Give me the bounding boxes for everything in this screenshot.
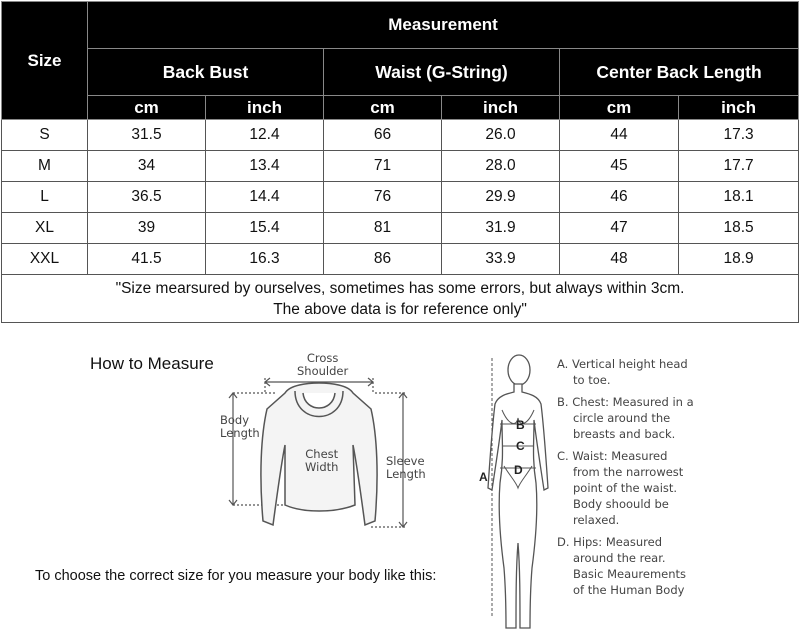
size-cell: XL	[2, 213, 88, 244]
definition-line: C. Waist: Measured	[557, 449, 668, 463]
unit-inch-header: inch	[442, 96, 560, 120]
table-row	[2, 151, 799, 182]
size-cell: M	[2, 151, 88, 182]
size-column-header: Size	[2, 2, 88, 120]
table-cell: 12.4	[206, 120, 324, 151]
table-row	[2, 213, 799, 244]
definition-c	[557, 448, 797, 528]
table-cell: 29.9	[442, 182, 560, 213]
unit-cm-header: cm	[560, 96, 679, 120]
size-cell: L	[2, 182, 88, 213]
cross-shoulder-label-line1: Cross	[306, 351, 339, 365]
definition-line: relaxed.	[573, 513, 620, 527]
table-cell: 71	[324, 151, 442, 182]
center-back-length-header: Center Back Length	[560, 49, 799, 96]
note-line-2: The above data is for reference only"	[273, 300, 527, 318]
chest-width-label	[305, 448, 338, 474]
back-bust-header: Back Bust	[88, 49, 324, 96]
table-cell: 31.5	[88, 120, 206, 151]
cross-shoulder-label	[297, 352, 348, 378]
note-line-1: "Size mearsured by ourselves, sometimes has some errors, but always within 3cm.	[115, 279, 685, 297]
table-cell: 18.1	[679, 182, 799, 213]
body-length-label	[220, 414, 260, 440]
cross-shoulder-label-line2: Shoulder	[297, 364, 349, 378]
sleeve-length-label-line1: Sleeve	[386, 454, 425, 468]
table-row	[2, 182, 799, 213]
definition-line: from the narrowest	[573, 465, 684, 479]
table-cell: 47	[560, 213, 679, 244]
how-to-measure-title: How to Measure	[90, 354, 214, 373]
size-chart-table	[1, 1, 799, 323]
table-cell: 41.5	[88, 244, 206, 275]
unit-inch-header: inch	[679, 96, 799, 120]
definition-line: breasts and back.	[573, 427, 676, 441]
body-figure-diagram	[478, 348, 558, 638]
definition-b	[557, 394, 797, 442]
chest-width-label-line2: Width	[305, 460, 339, 474]
table-cell: 18.5	[679, 213, 799, 244]
table-cell: 48	[560, 244, 679, 275]
definition-line: circle around the	[573, 411, 671, 425]
body-letter-c: C	[516, 439, 525, 453]
table-cell: 81	[324, 213, 442, 244]
body-letter-d: D	[514, 463, 523, 477]
chest-width-label-line1: Chest	[305, 447, 339, 461]
table-cell: 14.4	[206, 182, 324, 213]
definition-line: A. Vertical height head	[557, 357, 688, 371]
table-cell: 46	[560, 182, 679, 213]
measurement-definitions	[557, 356, 797, 604]
table-cell: 44	[560, 120, 679, 151]
table-cell: 17.7	[679, 151, 799, 182]
table-cell: 26.0	[442, 120, 560, 151]
definition-line: around the rear.	[573, 551, 666, 565]
definition-a	[557, 356, 797, 388]
table-cell: 34	[88, 151, 206, 182]
definition-line: Body shoould be	[573, 497, 669, 511]
table-cell: 86	[324, 244, 442, 275]
waist-header: Waist (G-String)	[324, 49, 560, 96]
definition-d	[557, 534, 797, 598]
definition-line: Basic Meaurements	[573, 567, 687, 581]
size-cell: XXL	[2, 244, 88, 275]
definition-line: to toe.	[573, 373, 611, 387]
body-length-label-line1: Body	[220, 413, 250, 427]
reference-note	[2, 275, 799, 323]
definition-line: D. Hips: Measured	[557, 535, 663, 549]
measurement-header: Measurement	[88, 2, 799, 49]
table-row	[2, 244, 799, 275]
table-cell: 36.5	[88, 182, 206, 213]
unit-cm-header: cm	[88, 96, 206, 120]
definition-line: B. Chest: Measured in a	[557, 395, 694, 409]
measure-instruction: To choose the correct size for you measure your body like this:	[35, 568, 437, 584]
table-cell: 66	[324, 120, 442, 151]
sleeve-length-label-line2: Length	[386, 467, 426, 481]
sleeve-length-label	[386, 455, 426, 481]
table-cell: 76	[324, 182, 442, 213]
body-letter-b: B	[516, 418, 525, 432]
table-cell: 45	[560, 151, 679, 182]
table-cell: 18.9	[679, 244, 799, 275]
table-cell: 17.3	[679, 120, 799, 151]
table-cell: 16.3	[206, 244, 324, 275]
table-cell: 15.4	[206, 213, 324, 244]
table-cell: 33.9	[442, 244, 560, 275]
table-cell: 13.4	[206, 151, 324, 182]
definition-line: point of the waist.	[573, 481, 678, 495]
unit-cm-header: cm	[324, 96, 442, 120]
body-letter-a: A	[479, 470, 488, 484]
unit-inch-header: inch	[206, 96, 324, 120]
table-cell: 31.9	[442, 213, 560, 244]
table-cell: 28.0	[442, 151, 560, 182]
table-cell: 39	[88, 213, 206, 244]
body-length-label-line2: Length	[220, 426, 260, 440]
table-row	[2, 120, 799, 151]
definition-line: of the Human Body	[573, 583, 685, 597]
size-cell: S	[2, 120, 88, 151]
